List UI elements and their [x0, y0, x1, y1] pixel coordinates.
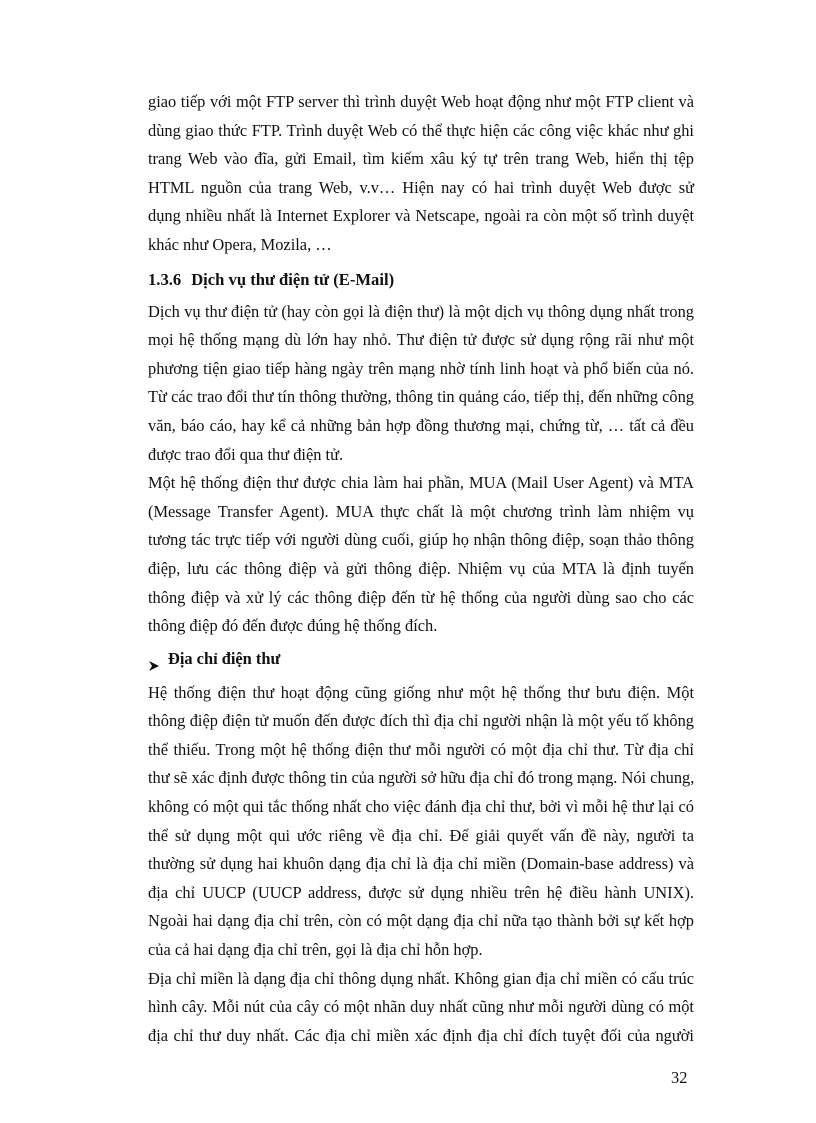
text-line: Hệ thống điện thư hoạt động cũng giống như một hệ thống thư bưu điện. Một [148, 682, 694, 702]
text-line: của cả hai dạng địa chỉ trên, gọi là địa chỉ hỗn hợp. [148, 940, 483, 960]
arrow-bullet-icon [148, 653, 160, 665]
text-line: hình cây. Mỗi nút của cây có một nhãn duy nhất cũng như mỗi người dùng có một [148, 997, 694, 1017]
text-line: thể sử dụng một qui ước riêng về địa chỉ. Để giải quyết vấn đề này, người ta [148, 825, 694, 845]
text-line: thư sẽ xác định được thông tin của người sở hữu địa chỉ đó trong mạng. Nói chung, [148, 768, 695, 788]
text-line: thường sử dụng hai khuôn dạng địa chỉ là địa chỉ miền (Domain-base address) và [148, 854, 694, 874]
text-line: dùng giao thức FTP. Trình duyệt Web có thể thực hiện các công việc khác như ghi [148, 120, 694, 140]
text-line: Từ các trao đổi thư tín thông thường, thông tin quảng cáo, tiếp thị, đến những công [148, 387, 694, 407]
email-paragraph-1 [148, 298, 694, 470]
subsection-title: Địa chỉ điện thư [168, 648, 281, 668]
text-line: tương tác trực tiếp với người dùng cuối, giúp họ nhận thông điệp, soạn thảo thông [148, 530, 694, 550]
text-line: được trao đổi qua thư điện tử. [148, 444, 344, 464]
section-heading [148, 266, 694, 294]
text-line: thể thiếu. Trong một hệ thống điện thư mỗi người có một địa chỉ thư. Từ địa chỉ [148, 739, 694, 759]
text-line: Địa chỉ miền là dạng địa chỉ thông dụng nhất. Không gian địa chỉ miền có cấu trúc [148, 968, 694, 988]
text-line: thông điệp đó đến được đúng hệ thống đích. [148, 616, 438, 636]
section-number: 1.3.6 [148, 269, 182, 289]
text-line: địa chỉ UUCP (UUCP address, được sử dụng nhiều trên hệ điều hành UNIX). [148, 882, 694, 902]
text-line: dụng nhiều nhất là Internet Explorer và Netscape, ngoài ra còn một số trình duyệt [148, 206, 694, 226]
text-line: HTML nguồn của trang Web, v.v… Hiện nay có hai trình duyệt Web được sử [148, 177, 694, 197]
text-line: giao tiếp với một FTP server thì trình duyệt Web hoạt động như một FTP client và [148, 92, 694, 111]
text-line: thông điệp và xử lý các thông điệp đến từ hệ thống của người dùng sao cho các [148, 587, 694, 607]
text-line: phương tiện giao tiếp hàng ngày trên mạng nhờ tính linh hoạt và phổ biến của nó. [148, 358, 694, 378]
address-paragraph-2 [148, 965, 694, 1051]
section-title: Dịch vụ thư điện tử (E-Mail) [191, 269, 395, 289]
text-line: Một hệ thống điện thư được chia làm hai phần, MUA (Mail User Agent) và MTA [148, 473, 694, 493]
email-paragraph-2 [148, 469, 694, 641]
text-line: (Message Transfer Agent). MUA thực chất là một chương trình làm nhiệm vụ [148, 501, 694, 521]
text-line: Dịch vụ thư điện tử (hay còn gọi là điện thư) là một dịch vụ thông dụng nhất trong [148, 301, 694, 321]
address-paragraph-1 [148, 679, 694, 965]
text-line: mọi hệ thống mạng dù lớn hay nhỏ. Thư điện tử được sử dụng rộng rãi như một [148, 330, 694, 350]
text-line: không có một qui tắc thống nhất cho việc đánh địa chỉ thư, bởi vì mỗi hệ thư lại có [148, 797, 694, 817]
text-line: khác như Opera, Mozila, … [148, 234, 332, 254]
text-line: địa chỉ thư duy nhất. Các địa chỉ miền xác định địa chỉ đích tuyệt đối của người [148, 1025, 694, 1045]
text-line: văn, báo cáo, hay kể cả những bản hợp đồng thương mại, chứng từ, … tất cả đều [148, 415, 694, 435]
page-number: 32 [671, 1068, 688, 1087]
subsection-heading [148, 645, 694, 673]
intro-paragraph [148, 88, 694, 260]
page-body [148, 88, 694, 1050]
text-line: Ngoài hai dạng địa chỉ trên, còn có một dạng địa chỉ nữa tạo thành bởi sự kết hợp [148, 911, 694, 931]
text-line: điệp, lưu các thông điệp và gửi thông điệp. Nhiệm vụ của MTA là định tuyến [148, 558, 694, 578]
text-line: thông điệp điện tử muốn đến được đích thì địa chỉ người nhận là một yếu tố không [148, 711, 694, 731]
text-line: trang Web vào đĩa, gửi Email, tìm kiếm xâu ký tự trên trang Web, hiển thị tệp [148, 149, 694, 169]
